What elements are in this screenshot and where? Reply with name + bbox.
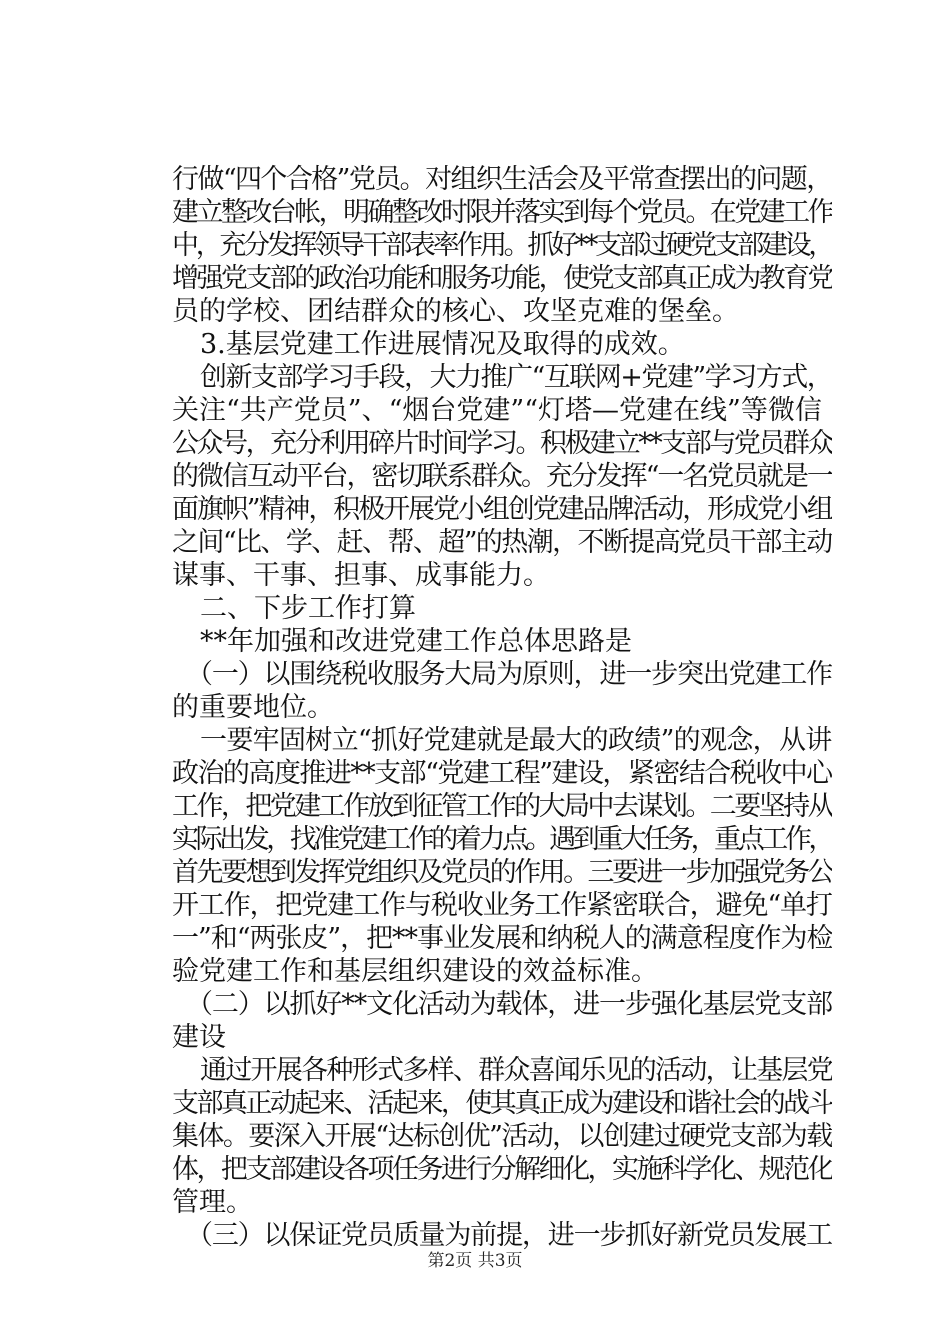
text-line: 谋事、干事、担事、成事能力。	[172, 560, 550, 591]
text-line: 关注“共产党员”、“烟台党建”“灯塔—党建在线”等微信	[172, 395, 822, 426]
text-line: 3.基层党建工作进展情况及取得的成效。	[200, 329, 685, 360]
text-line: 中，充分发挥领导干部表率作用。抓好**支部过硬党支部建设，	[172, 230, 832, 261]
text-line: 集体。要深入开展“达标创优”活动，以创建过硬党支部为载	[172, 1121, 832, 1152]
text-line: 行做“四个合格”党员。对组织生活会及平常查摆出的问题，	[172, 164, 832, 195]
text-line: 增强党支部的政治功能和服务功能，使党支部真正成为教育党	[172, 263, 832, 294]
text-line: 建立整改台帐，明确整改时限并落实到每个党员。在党建工作	[172, 197, 832, 228]
body-text	[172, 163, 832, 1252]
text-line: 面旗帜”精神，积极开展党小组创党建品牌活动，形成党小组	[172, 494, 832, 525]
page-footer: 第2页 共3页	[427, 1251, 523, 1271]
text-line: 实际出发，找准党建工作的着力点。遇到重大任务，重点工作，	[172, 824, 832, 855]
text-line: （三）以保证党员质量为前提，进一步抓好新党员发展工	[186, 1220, 832, 1251]
text-line: （一）以围绕税收服务大局为原则，进一步突出党建工作	[186, 659, 832, 690]
text-line: 验党建工作和基层组织建设的效益标准。	[172, 956, 658, 987]
text-line: 政治的高度推进**支部“党建工程”建设，紧密结合税收中心	[172, 758, 832, 789]
text-line: 的重要地位。	[172, 692, 334, 723]
text-line: 工作，把党建工作放到征管工作的大局中去谋划。二要坚持从	[172, 791, 832, 822]
text-line: 建设	[172, 1022, 226, 1053]
text-line: 二、下步工作打算	[200, 593, 416, 624]
text-line: 创新支部学习手段，大力推广“互联网+党建”学习方式，	[200, 362, 832, 393]
text-line: 管理。	[172, 1187, 253, 1218]
text-line: 员的学校、团结群众的核心、攻坚克难的堡垒。	[172, 296, 739, 327]
text-line: 一”和“两张皮”，把**事业发展和纳税人的满意程度作为检	[172, 923, 832, 954]
text-line: 支部真正动起来、活起来，使其真正成为建设和谐社会的战斗	[172, 1088, 832, 1119]
text-line: 之间“比、学、赶、帮、超”的热潮，不断提高党员干部主动	[172, 527, 832, 558]
text-line: **年加强和改进党建工作总体思路是	[200, 626, 632, 657]
text-line: 的微信互动平台，密切联系群众。充分发挥“一名党员就是一	[172, 461, 832, 492]
text-line: 一要牢固树立“抓好党建就是最大的政绩”的观念，从讲	[200, 725, 832, 756]
text-line: 开工作，把党建工作与税收业务工作紧密联合，避免“单打	[172, 890, 832, 921]
text-line: 通过开展各种形式多样、群众喜闻乐见的活动，让基层党	[200, 1055, 832, 1086]
text-line: 体，把支部建设各项任务进行分解细化，实施科学化、规范化	[172, 1154, 832, 1185]
text-line: 公众号，充分利用碎片时间学习。积极建立**支部与党员群众	[172, 428, 832, 459]
text-line: 首先要想到发挥党组织及党员的作用。三要进一步加强党务公	[172, 857, 832, 888]
text-line: （二）以抓好**文化活动为载体，进一步强化基层党支部	[186, 989, 832, 1020]
